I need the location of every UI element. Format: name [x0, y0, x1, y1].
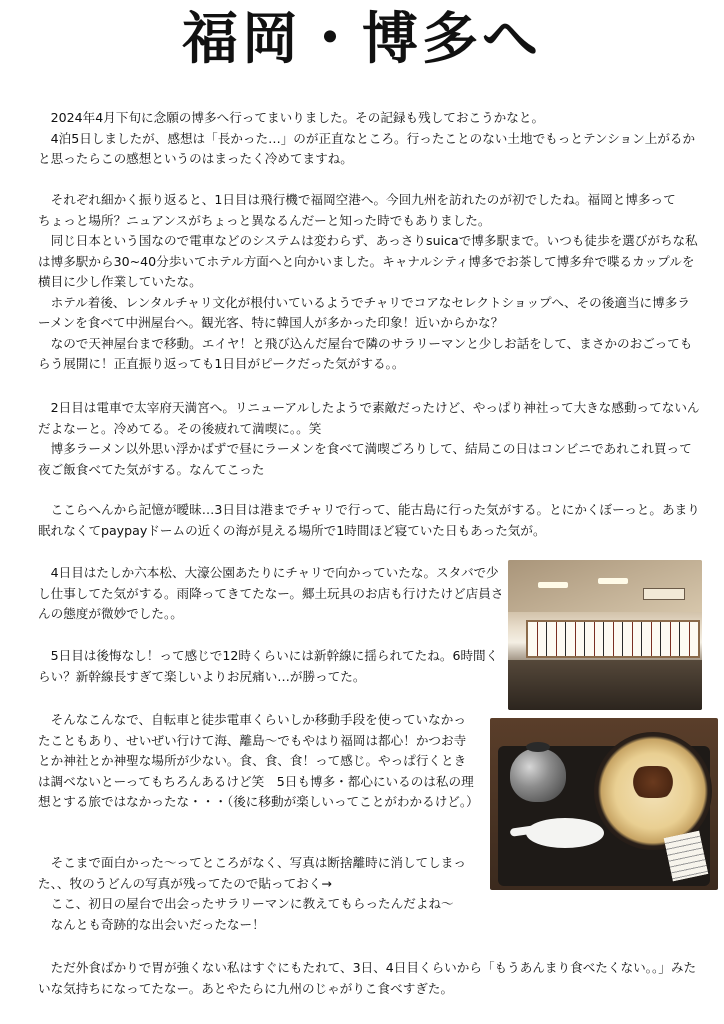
day2-paragraph: 2日目は電車で太宰府天満宮へ。リニューアルしたようで素敵だったけど、やっぱり神社って大きな感動ってないんだよなーと。冷めてる。その後疲れて満喫に。。笑 博多ラーメン以外思い浮かばずで昼にラーメンを食べて満喫ごろりして、結局この日はコンビニであれこれ買って夜ご飯食べてた気がする。なんてこった: [38, 400, 700, 477]
udon-photo: [490, 718, 718, 890]
reflection-paragraph: そんなこんなで、自転車と徒歩電車くらいしか移動手段を使っていなかったこともあり、せいぜい行けて海、離島〜でもやはり福岡は都心！かつお寺とか神社とか神聖な場所が少ない。食、食、食！って感じ。やっぱ行くときは調べないとーってもちろんあるけど笑 5日も博多・都心にいるのは私の理想とする旅ではなかったな・・・（後に移動が楽しいってことがわかるけど。）: [38, 712, 479, 809]
closing-paragraph: ただ外食ばかりで胃が強くない私はすぐにもたれて、3日、4日目くらいから「もうあんまり食べたくない。。」みたいな気持ちになってたなー。あとやたらに九州のじゃがりこ食べすぎた。: [38, 960, 697, 996]
intro-paragraph: 2024年4月下旬に念願の博多へ行ってまいりました。その記録も残しておこうかなと。 4泊5日しましたが、感想は「長かった…」のが正直なところ。行ったことのない土地でもっとテンション上がるかと思ったらこの感想というのはまったく冷めてますね。: [38, 110, 696, 166]
page-title: 福岡・博多へ: [182, 7, 542, 72]
day3-paragraph: ここらへんから記憶が曖昧…3日目は港までチャリで行って、能古島に行った気がする。とにかくぼーっと。あまり眠れなくてpaypayドームの近くの海が見える場所で1時間ほど寝ていた日もあった気が。: [38, 502, 700, 538]
photo-note-paragraph: そこまで面白かった〜ってところがなく、写真は断捨離時に消してしまった、、牧のうどんの写真が残ってたので貼っておく→ ここ、初日の屋台で出会ったサラリーマンに教えてもらったんだよね〜 なんとも奇跡的な出会いだったなー！: [38, 855, 466, 932]
day1-paragraph: それぞれ細かく振り返ると、1日目は飛行機で福岡空港へ。今回九州を訪れたのが初でしたね。福岡と博多って ちょっと場所？ニュアンスがちょっと異なるんだーと知った時でもありました。 同じ日本という国なので電車などのシステムは変わらず、あっさりsuicaで博多駅まで。いつも徒歩を選びがちな私は博多駅から30~40分歩いてホテル方面へと向かいました。キャナルシティ博多でお茶して博多弁で喋るカップルを横目に少し作業していたな。 ホテル着後、レンタルチャリ文化が根付いているようでチャリでコアなセレクトショップへ、その後適当に博多ラーメンを食べて中洲屋台へ。観光客、特に韓国人が多かった印象！近いからかな？ なので天神屋台まで移動。エイヤ！と飛び込んだ屋台で隣のサラリーマンと少しお話をして、まさかのおごってもらう展開に！正直振り返っても1日目がピークだった気がする。。: [38, 192, 698, 371]
restaurant-interior-photo: [508, 560, 702, 710]
day4-paragraph: 4日目はたしか六本松、大濠公園あたりにチャリで向かっていたな。スタバで少し仕事してた気がする。雨降ってきてたなー。郷土玩具のお店も行けたけど店員さんの態度が微妙でした。。: [38, 565, 504, 621]
day5-paragraph: 5日目は後悔なし！って感じで12時くらいには新幹線に揺られてたね。6時間くらい？新幹線長すぎて楽しいよりお尻痛い…が勝ってた。: [38, 648, 499, 684]
